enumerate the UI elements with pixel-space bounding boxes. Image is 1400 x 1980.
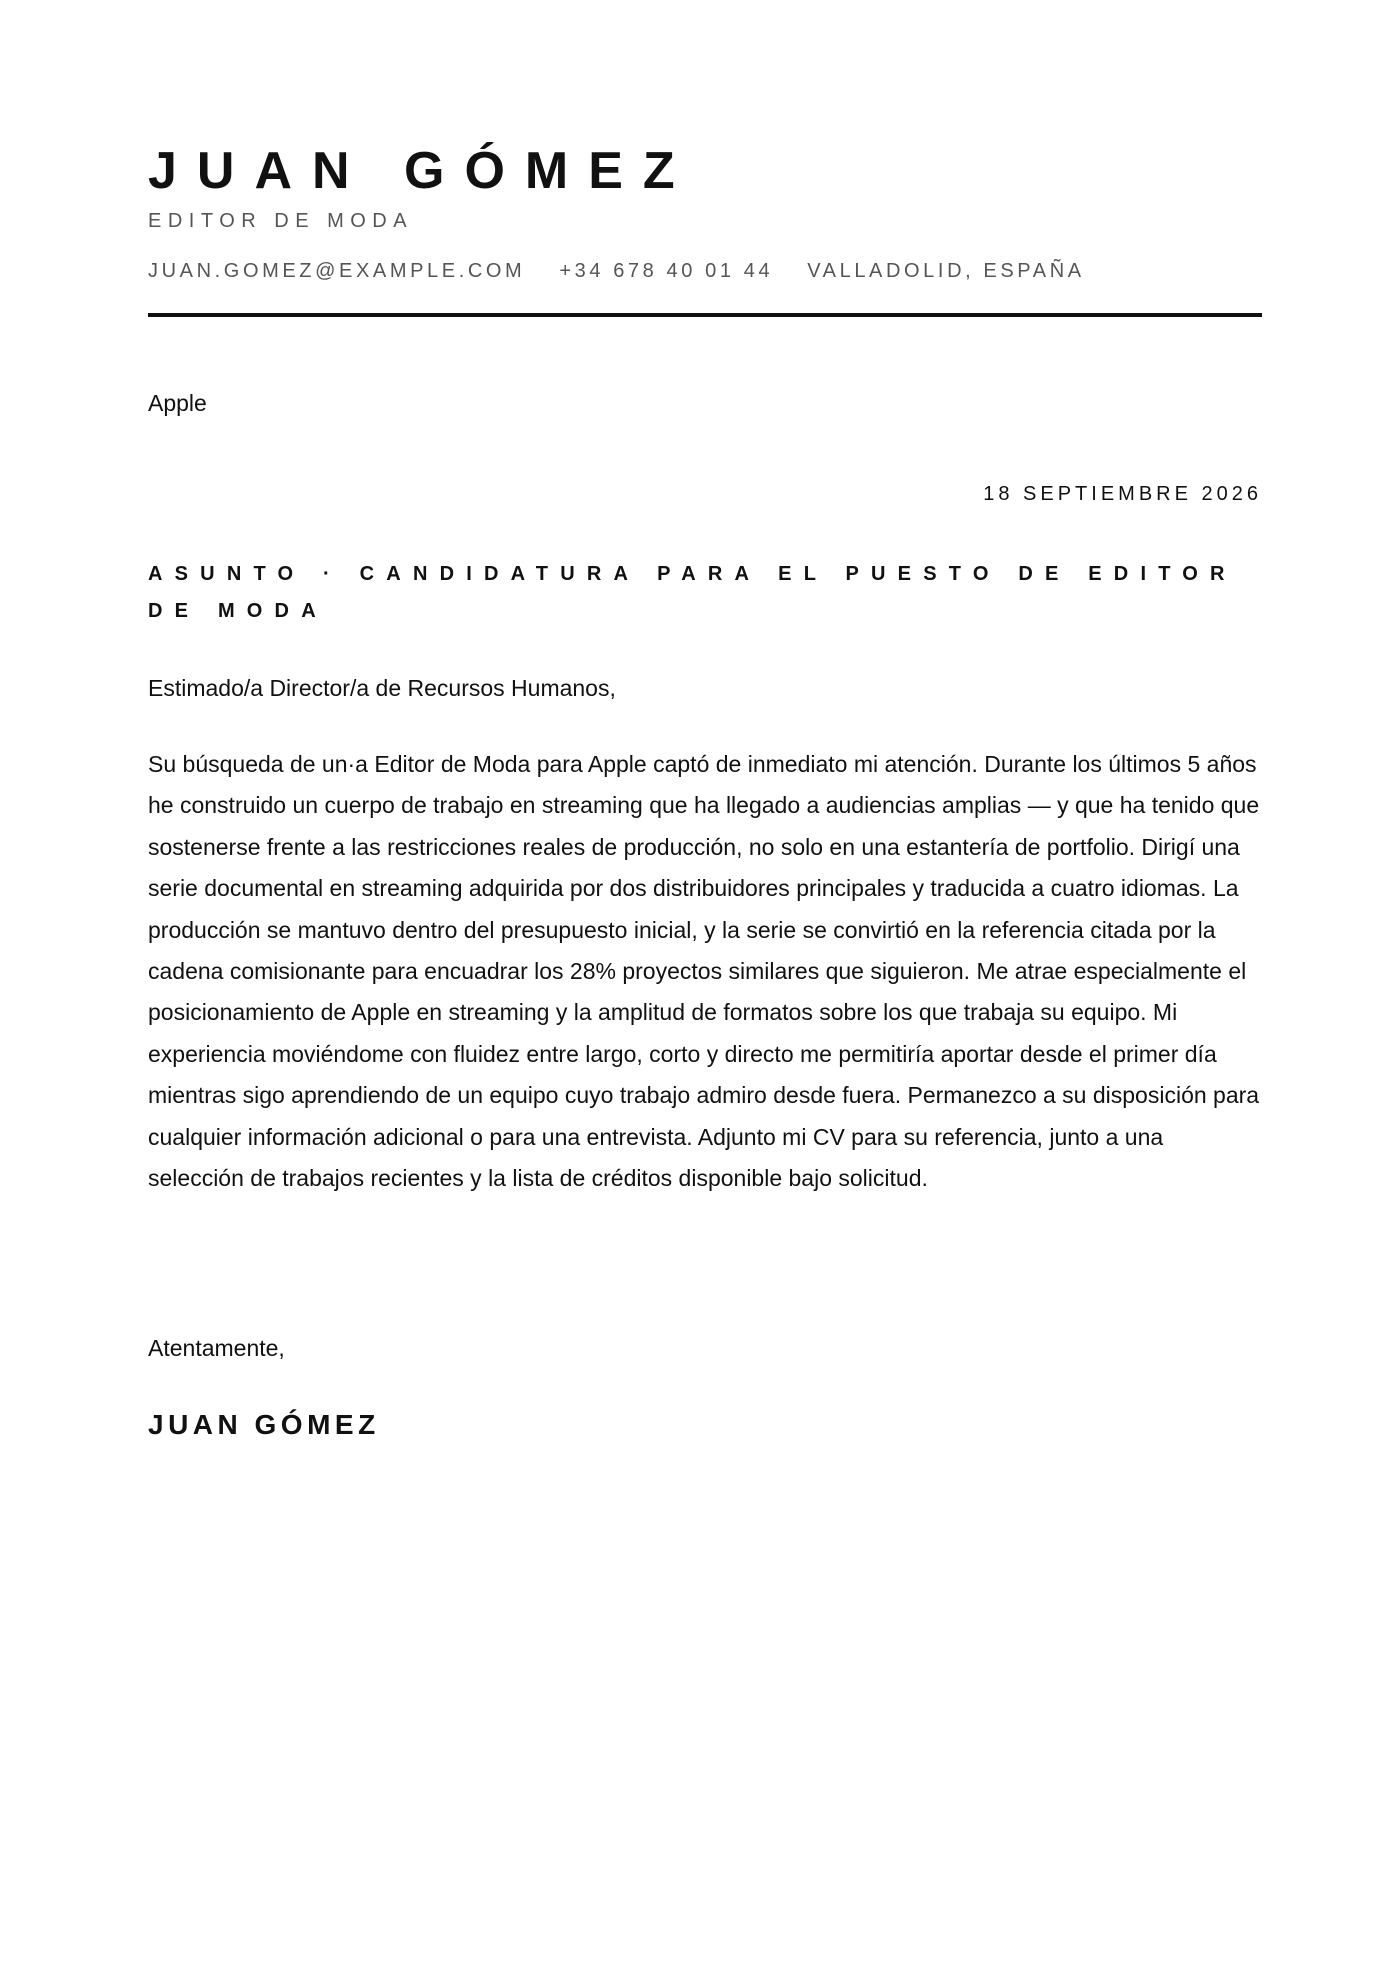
- contact-location: VALLADOLID, ESPAÑA: [807, 260, 1085, 282]
- salutation: Estimado/a Director/a de Recursos Humanos,: [148, 675, 616, 701]
- applicant-name: JUAN GÓMEZ: [148, 142, 695, 200]
- signature: JUAN GÓMEZ: [148, 1409, 380, 1440]
- letter-subject: ASUNTO · CANDIDATURA PARA EL PUESTO DE EDITOR DE MODA: [148, 563, 1237, 622]
- recipient: Apple: [148, 390, 207, 416]
- letter-date: 18 SEPTIEMBRE 2026: [983, 483, 1262, 505]
- header-divider: [148, 313, 1262, 317]
- contact-phone: +34 678 40 01 44: [559, 260, 774, 282]
- closing: Atentamente,: [148, 1335, 285, 1361]
- contact-line: [148, 260, 1085, 283]
- letter-body: Su búsqueda de un·a Editor de Moda para Apple captó de inmediato mi atención. Durante los últimos 5 años he construido un cuerpo de trabajo en streaming que ha llegado a audiencias amplias — y que ha tenido que sostenerse frente a las restricciones reales de producción, no solo en una estantería de portfolio. Dirigí una serie documental en streaming adquirida por dos distribuidores principales y traducida a cuatro idiomas. La producción se mantuvo dentro del presupuesto inicial, y la serie se convirtió en la referencia citada por la cadena comisionante para encuadrar los 28% proyectos similares que siguieron. Me atrae especialmente el posicionamiento de Apple en streaming y la amplitud de formatos sobre los que trabaja su equipo. Mi experiencia moviéndome con fluidez entre largo, corto y directo me permitiría aportar desde el primer día mientras sigo aprendiendo de un equipo cuyo trabajo admiro desde fuera. Permanezco a su disposición para cualquier información adicional o para una entrevista. Adjunto mi CV para su referencia, junto a una selección de trabajos recientes y la lista de créditos disponible bajo solicitud.: [148, 751, 1260, 1192]
- contact-email: JUAN.GOMEZ@EXAMPLE.COM: [148, 260, 526, 282]
- applicant-role: EDITOR DE MODA: [148, 210, 414, 232]
